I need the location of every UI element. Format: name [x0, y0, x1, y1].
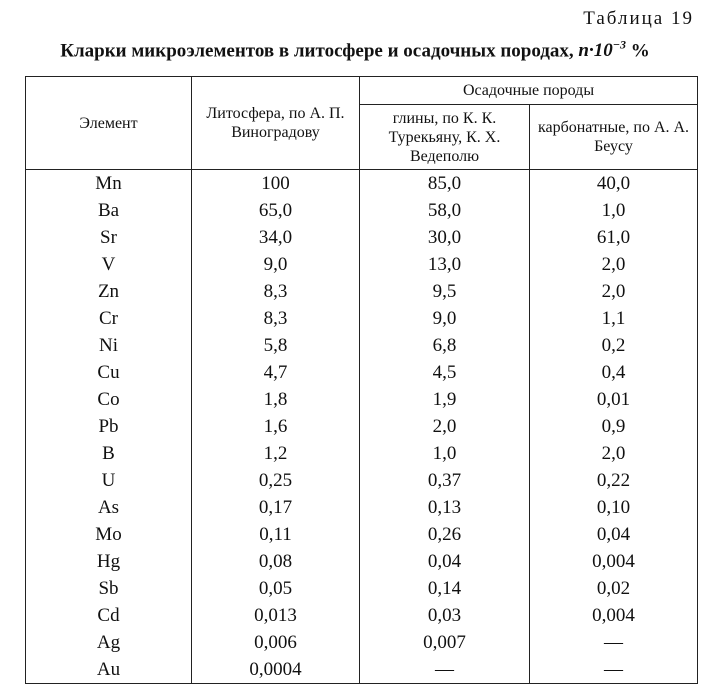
cell-carbonates: — [530, 656, 698, 684]
cell-carbonates: 0,004 [530, 548, 698, 575]
table-row [26, 170, 698, 198]
caption-unit [578, 40, 626, 61]
table-row [26, 575, 698, 602]
cell-carbonates: 61,0 [530, 224, 698, 251]
cell-carbonates: 0,22 [530, 467, 698, 494]
cell-clays: 6,8 [360, 332, 530, 359]
cell-carbonates: 0,004 [530, 602, 698, 629]
cell-carbonates: 1,1 [530, 305, 698, 332]
cell-carbonates: 0,4 [530, 359, 698, 386]
cell-clays: 2,0 [360, 413, 530, 440]
cell-clays: 13,0 [360, 251, 530, 278]
table-body [26, 170, 698, 684]
cell-element: U [26, 467, 192, 494]
cell-clays: 30,0 [360, 224, 530, 251]
cell-clays: 0,03 [360, 602, 530, 629]
table-row [26, 440, 698, 467]
cell-lithosphere: 0,11 [192, 521, 360, 548]
cell-carbonates: 0,02 [530, 575, 698, 602]
cell-element: Cu [26, 359, 192, 386]
cell-clays: 9,5 [360, 278, 530, 305]
table-row [26, 413, 698, 440]
table-row [26, 548, 698, 575]
cell-clays: 0,14 [360, 575, 530, 602]
caption-unit-percent: % [630, 40, 650, 62]
table-row [26, 602, 698, 629]
cell-lithosphere: 5,8 [192, 332, 360, 359]
cell-carbonates: 1,0 [530, 197, 698, 224]
cell-clays: — [360, 656, 530, 684]
table-row [26, 386, 698, 413]
cell-carbonates: 0,01 [530, 386, 698, 413]
cell-element: Hg [26, 548, 192, 575]
header-sedimentary: Осадочные породы [360, 77, 698, 105]
cell-element: Mn [26, 170, 192, 198]
cell-carbonates: 40,0 [530, 170, 698, 198]
cell-element: B [26, 440, 192, 467]
table-row [26, 224, 698, 251]
cell-element: Sb [26, 575, 192, 602]
cell-clays: 0,37 [360, 467, 530, 494]
cell-lithosphere: 100 [192, 170, 360, 198]
cell-lithosphere: 8,3 [192, 278, 360, 305]
header-element: Элемент [26, 77, 192, 170]
cell-clays: 85,0 [360, 170, 530, 198]
caption-unit-exp: −3 [612, 38, 627, 52]
cell-element: Au [26, 656, 192, 684]
table-row [26, 629, 698, 656]
clarke-table [25, 76, 698, 684]
cell-clays: 1,0 [360, 440, 530, 467]
table-row [26, 332, 698, 359]
table-row [26, 494, 698, 521]
table-caption [20, 38, 690, 62]
cell-lithosphere: 8,3 [192, 305, 360, 332]
cell-element: As [26, 494, 192, 521]
cell-lithosphere: 1,2 [192, 440, 360, 467]
cell-lithosphere: 0,006 [192, 629, 360, 656]
cell-carbonates: 2,0 [530, 278, 698, 305]
cell-carbonates: 0,10 [530, 494, 698, 521]
cell-element: Cd [26, 602, 192, 629]
cell-lithosphere: 0,05 [192, 575, 360, 602]
table-row [26, 521, 698, 548]
table-row [26, 467, 698, 494]
cell-carbonates: 0,04 [530, 521, 698, 548]
cell-element: Ag [26, 629, 192, 656]
cell-lithosphere: 0,17 [192, 494, 360, 521]
cell-element: Mo [26, 521, 192, 548]
cell-element: V [26, 251, 192, 278]
cell-element: Ba [26, 197, 192, 224]
cell-lithosphere: 4,7 [192, 359, 360, 386]
cell-lithosphere: 0,25 [192, 467, 360, 494]
header-clays: глины, по К. К. Турекьяну, К. Х. Ведеполю [360, 105, 530, 170]
cell-clays: 0,26 [360, 521, 530, 548]
cell-lithosphere: 65,0 [192, 197, 360, 224]
cell-element: Ni [26, 332, 192, 359]
table-number: Таблица 19 [583, 8, 694, 29]
cell-clays: 0,04 [360, 548, 530, 575]
cell-clays: 0,007 [360, 629, 530, 656]
table-row [26, 251, 698, 278]
header-lithosphere: Литосфера, по А. П. Виноградову [192, 77, 360, 170]
cell-element: Pb [26, 413, 192, 440]
cell-element: Cr [26, 305, 192, 332]
cell-carbonates: 0,9 [530, 413, 698, 440]
cell-clays: 58,0 [360, 197, 530, 224]
cell-carbonates: 2,0 [530, 251, 698, 278]
cell-clays: 0,13 [360, 494, 530, 521]
caption-unit-base: n·10 [578, 40, 613, 62]
table-row [26, 656, 698, 684]
table-row [26, 197, 698, 224]
caption-text: Кларки микроэлементов в литосфере и осадочных породах, [60, 40, 574, 62]
cell-clays: 4,5 [360, 359, 530, 386]
cell-lithosphere: 0,013 [192, 602, 360, 629]
cell-lithosphere: 0,0004 [192, 656, 360, 684]
cell-element: Zn [26, 278, 192, 305]
cell-element: Sr [26, 224, 192, 251]
cell-clays: 9,0 [360, 305, 530, 332]
cell-carbonates: — [530, 629, 698, 656]
table-row [26, 278, 698, 305]
cell-carbonates: 0,2 [530, 332, 698, 359]
cell-lithosphere: 0,08 [192, 548, 360, 575]
cell-element: Co [26, 386, 192, 413]
cell-lithosphere: 9,0 [192, 251, 360, 278]
header-carbonates: карбонатные, по А. А. Беусу [530, 105, 698, 170]
cell-clays: 1,9 [360, 386, 530, 413]
cell-lithosphere: 1,6 [192, 413, 360, 440]
table-row [26, 305, 698, 332]
cell-carbonates: 2,0 [530, 440, 698, 467]
table-row [26, 359, 698, 386]
cell-lithosphere: 1,8 [192, 386, 360, 413]
cell-lithosphere: 34,0 [192, 224, 360, 251]
